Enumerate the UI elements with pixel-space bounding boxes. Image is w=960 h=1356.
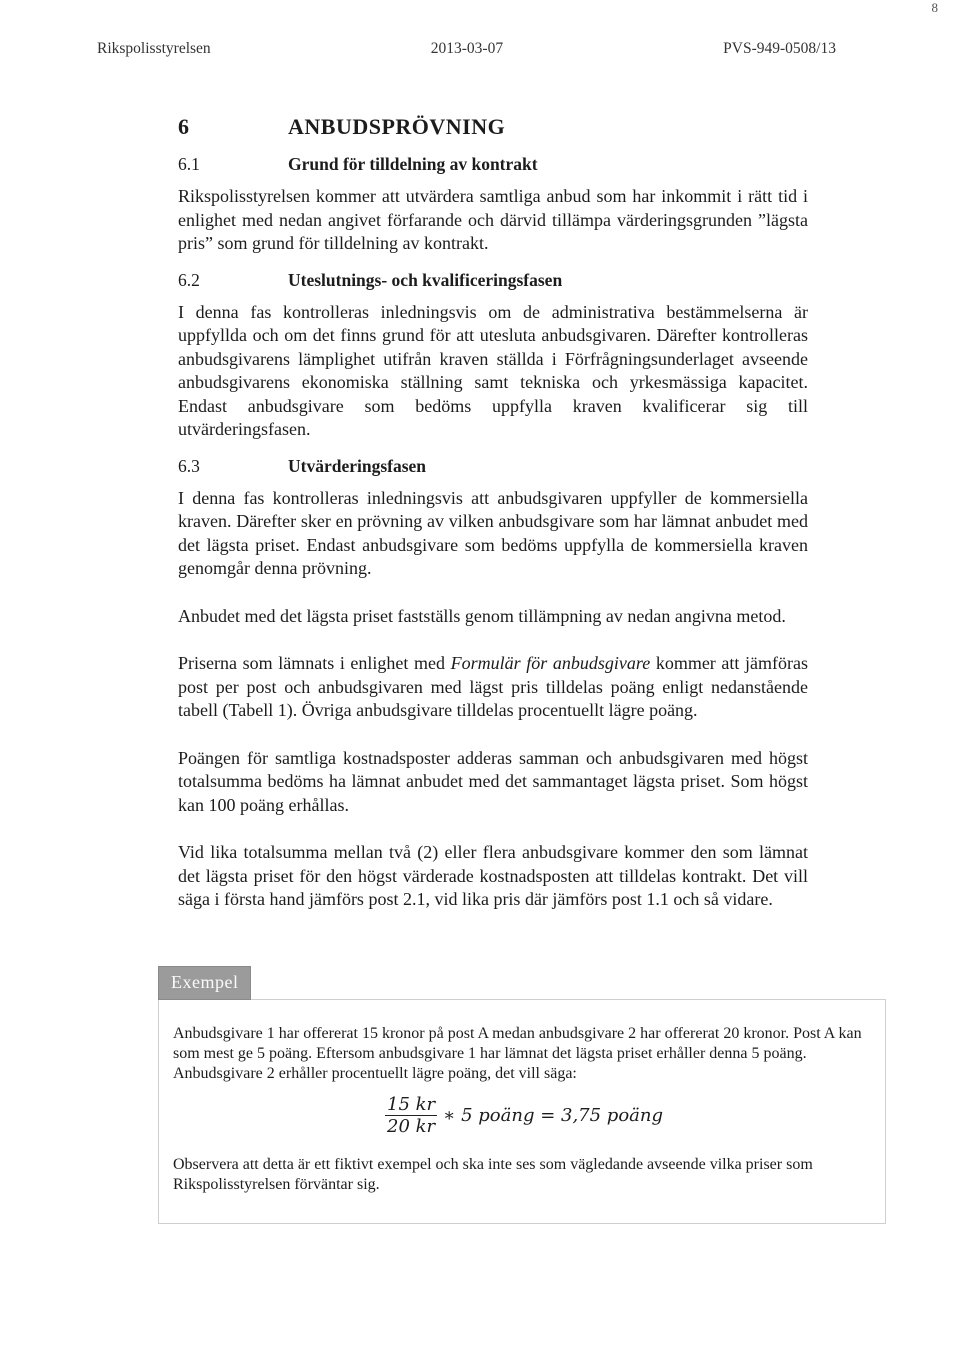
formula — [385, 1094, 871, 1137]
example-box — [158, 999, 886, 1224]
section-number: 6.3 — [178, 455, 200, 476]
fraction — [385, 1094, 437, 1137]
section-6-1-heading — [178, 154, 808, 175]
header-org: Rikspolisstyrelsen — [97, 40, 211, 57]
section-6-3-heading — [178, 456, 808, 477]
fraction-denominator: 20 kr — [387, 1116, 436, 1137]
paragraph: Anbudet med det lägsta priset fastställs genom tillämpning av nedan angivna metod. — [178, 605, 786, 626]
example-paragraph: Anbudsgivare 1 har offererat 15 kronor på post A medan anbudsgivare 2 har offererat 20 kronor. Post A kan som mest ge 5 poäng. Eftersom anbudsgivare 1 har lämnat det lägsta priset erhåller denna 5 poäng. Anbudsgivare 2 erhåller procentuellt lägre poäng, det vill säga: — [173, 1025, 862, 1082]
document-body — [178, 114, 808, 926]
example-note: Observera att detta är ett fiktivt exempel och ska inte ses som vägledande avseende vilka priser som Rikspolisstyrelsen förväntar sig. — [173, 1156, 813, 1193]
paragraph: Vid lika totalsumma mellan två (2) eller flera anbudsgivare kommer den som lämnat det lägsta priset för den högst värderade kostnadsposten att tilldelas kontrakt. Det vill säga i första hand jämförs post 2.1, vid lika pris där jämförs post 1.1 och så vidare. — [178, 842, 808, 909]
paragraph: Poängen för samtliga kostnadsposter adderas samman och anbudsgivaren med högst totalsumma bedöms ha lämnat anbudet med det sammantaget lägsta priset. Som högst kan 100 poäng erhållas. — [178, 747, 808, 815]
formula-rest: ∗ 5 poäng = 3,75 poäng — [443, 1105, 664, 1126]
form-reference: Formulär för anbudsgivare — [450, 653, 651, 673]
example-tab: Exempel — [158, 966, 251, 1000]
page-header — [97, 40, 836, 58]
text-run: Priserna som lämnats i enlighet med — [178, 653, 451, 673]
paragraph — [178, 652, 808, 723]
paragraph: I denna fas kontrolleras inledningsvis att anbudsgivaren uppfyller de kommersiella kraven. Därefter sker en prövning av vilken anbudsgivare som har lämnat anbudet med det lägsta priset. Endast anbudsgivare som bedöms uppfylla de kommersiella kraven genomgår denna prövning. — [178, 487, 808, 578]
fraction-numerator: 15 kr — [387, 1094, 436, 1115]
section-number: 6.1 — [178, 154, 200, 174]
section-number: 6.2 — [178, 269, 200, 290]
page-number: 8 — [931, 0, 938, 15]
example-section — [158, 966, 886, 1224]
header-date: 2013-03-07 — [430, 40, 504, 57]
paragraph: I denna fas kontrolleras inledningsvis om de administrativa bestämmelserna är uppfyllda och om det finns grund för att utesluta anbudsgivaren. Därefter kontrolleras anbudsgivarens lämplighet utifrån kraven ställda i Förfrågningsunderlaget avseende anbudsgivarens ekonomiska ställning samt tekniska och yrkesmässiga kapacitet. Endast anbudsgivare som bedöms uppfylla kraven kvalificerar sig till utvärderingsfasen. — [178, 301, 808, 439]
section-title: Uteslutnings- och kvalificeringsfasen — [288, 269, 563, 290]
section-6-heading — [178, 114, 808, 140]
section-6-2-heading — [178, 270, 808, 291]
section-title: Utvärderingsfasen — [288, 455, 427, 476]
section-number: 6 — [178, 114, 190, 139]
text-run: kommer att jämföras post per post och anbudsgivaren med lägst pris tilldelas poäng enligt nedanstående tabell (Tabell 1). Övriga anbudsgivare tilldelas procentuellt lägre poäng. — [178, 653, 808, 720]
paragraph: Rikspolisstyrelsen kommer att utvärdera samtliga anbud som har inkommit i rätt tid i enlighet med nedan angivet förfarande och därvid tillämpa värderingsgrunden ”lägsta pris” som grund för tilldelning av kontrakt. — [178, 186, 808, 253]
header-reference: PVS-949-0508/13 — [723, 40, 836, 57]
section-title: ANBUDSPRÖVNING — [288, 114, 506, 139]
section-title: Grund för tilldelning av kontrakt — [288, 154, 538, 174]
